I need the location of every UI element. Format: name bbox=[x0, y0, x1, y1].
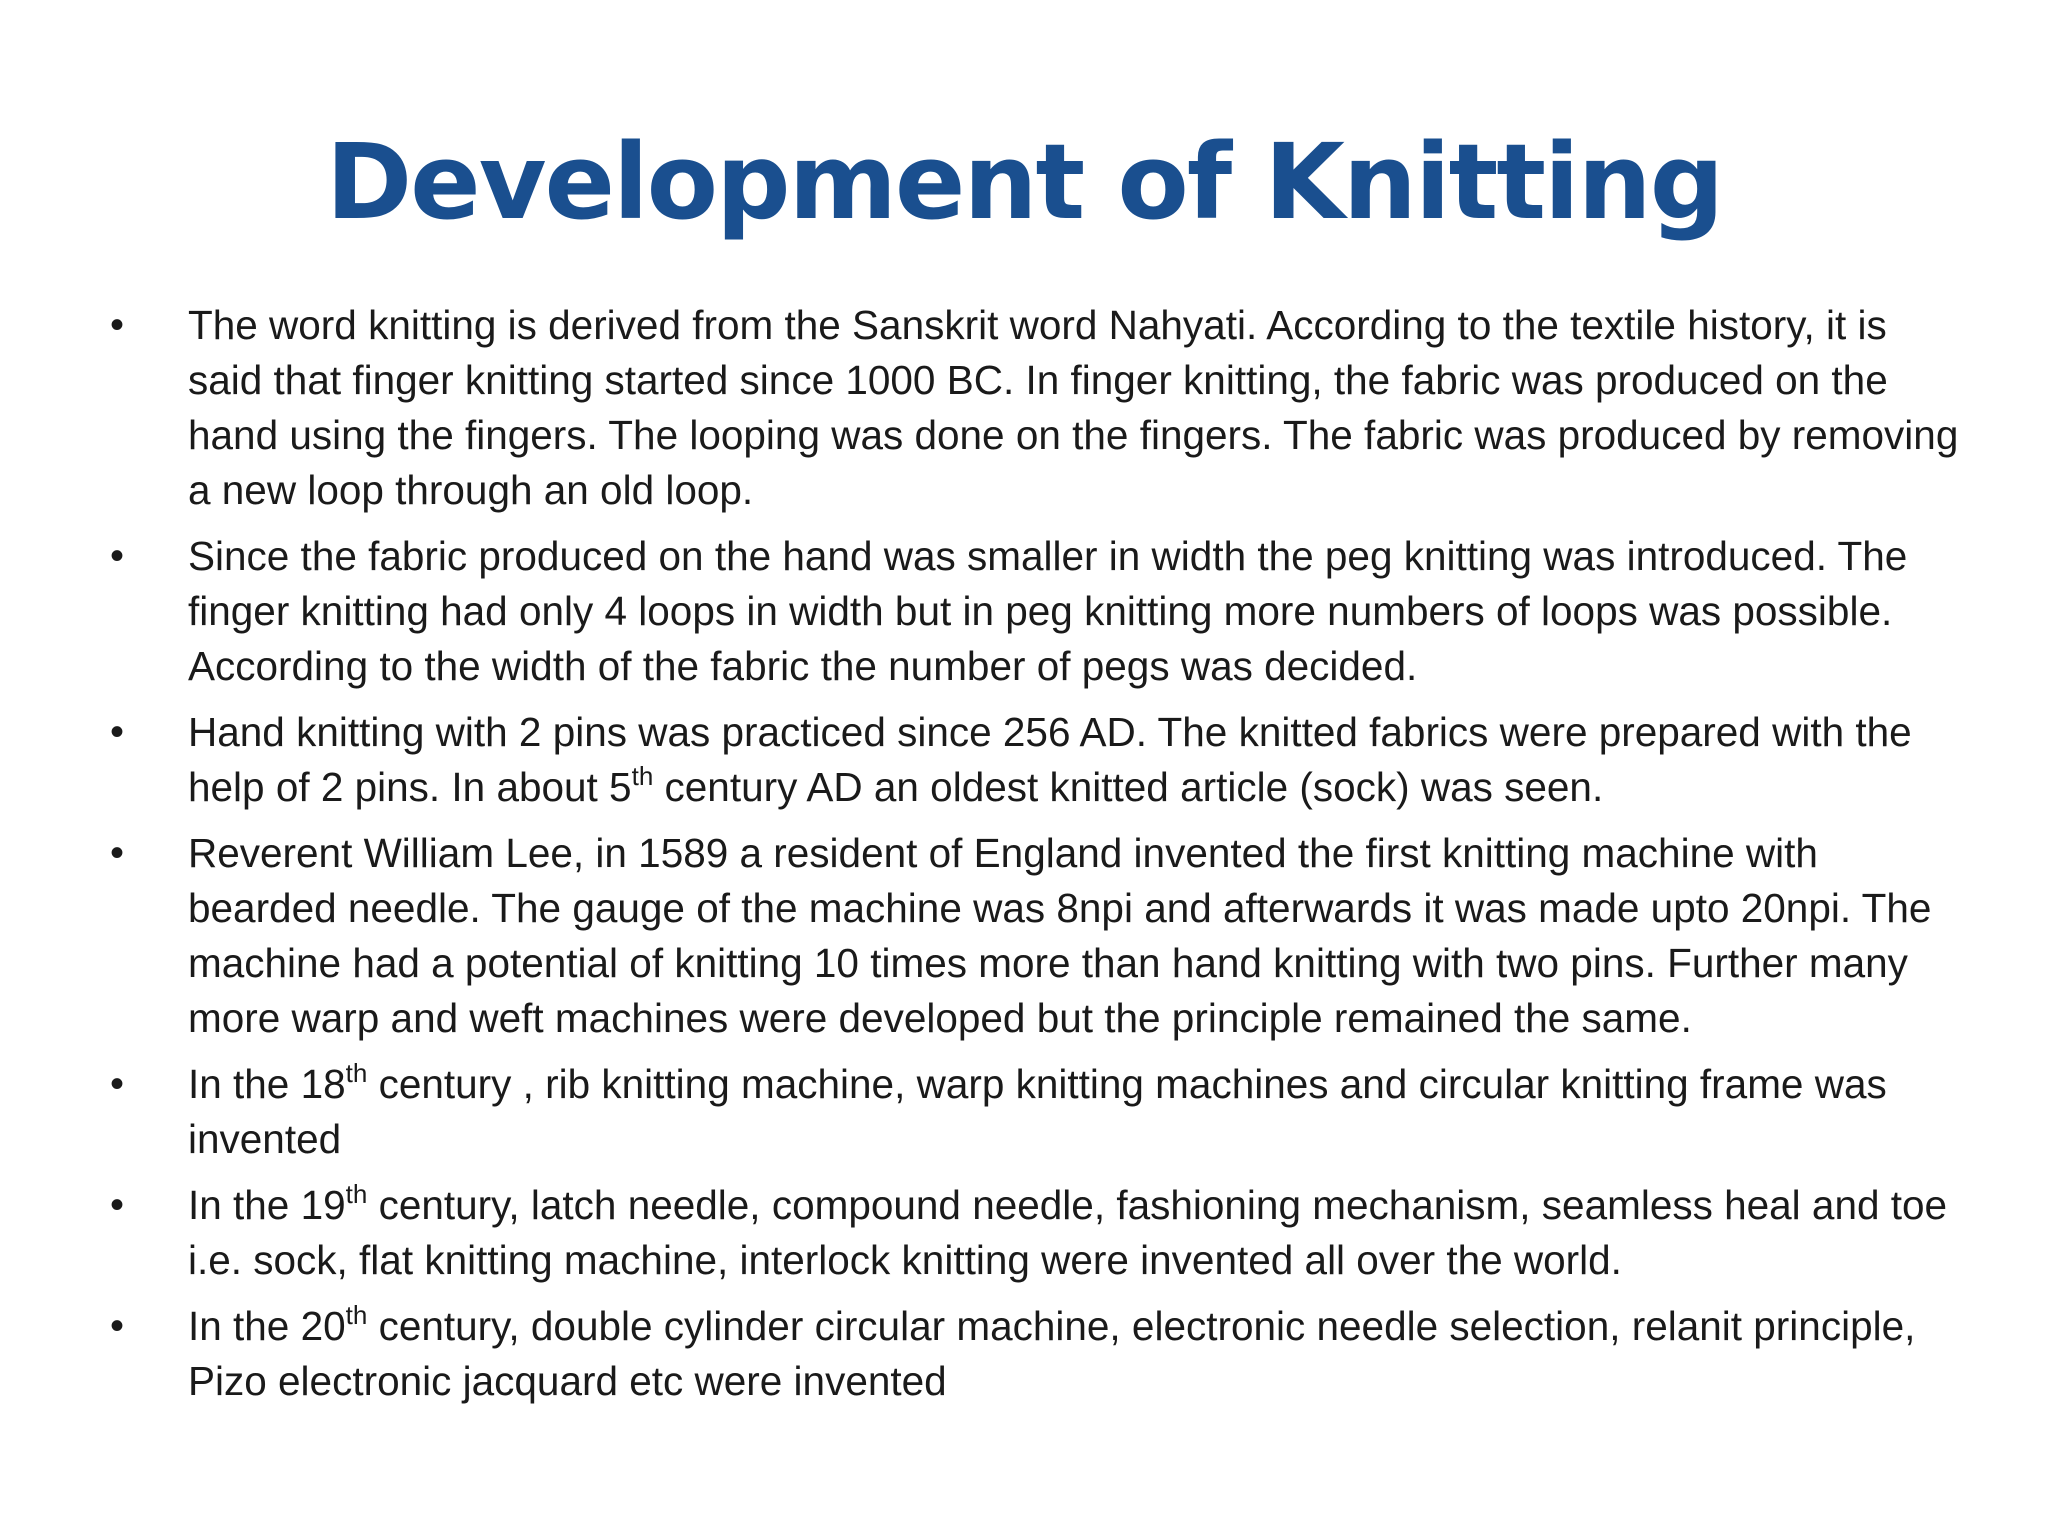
superscript: th bbox=[631, 760, 654, 791]
bullet-icon: • bbox=[110, 534, 125, 578]
bullet-icon: • bbox=[110, 1062, 125, 1106]
bullet-item bbox=[0, 1299, 2048, 1409]
bullet-icon: • bbox=[110, 303, 125, 347]
bullet-text: In the 20th century, double cylinder circular machine, electronic needle selection, relanit principle, Pizo electronic jacquard etc were invented bbox=[188, 1299, 1916, 1404]
bullet-text: Reverent William Lee, in 1589 a resident of England invented the first knitting machine with bearded needle. The gauge of the machine was 8npi and afterwards it was made upto 20npi. The machine had a potential of knitting 10 times more than hand knitting with two pins. Further many more warp and weft machines were developed but the principle remained the same. bbox=[188, 830, 1932, 1041]
bullet-icon: • bbox=[110, 1183, 125, 1227]
superscript: th bbox=[345, 1057, 368, 1088]
bullet-item bbox=[0, 1057, 2048, 1167]
bullet-icon: • bbox=[110, 710, 125, 754]
superscript: th bbox=[345, 1299, 368, 1330]
bullet-item bbox=[0, 826, 2048, 1046]
superscript: th bbox=[345, 1178, 368, 1209]
bullet-icon: • bbox=[110, 831, 125, 875]
bullet-list bbox=[0, 298, 2048, 1420]
bullet-item bbox=[0, 705, 2048, 815]
bullet-item bbox=[0, 298, 2048, 518]
bullet-item bbox=[0, 1178, 2048, 1288]
bullet-text: Since the fabric produced on the hand was smaller in width the peg knitting was introduced. The finger knitting had only 4 loops in width but in peg knitting more numbers of loops was possible. According to the width of the fabric the number of pegs was decided. bbox=[188, 533, 1908, 689]
bullet-text: In the 18th century , rib knitting machine, warp knitting machines and circular knitting frame was invented bbox=[188, 1057, 1887, 1162]
bullet-icon: • bbox=[110, 1304, 125, 1348]
bullet-item bbox=[0, 529, 2048, 694]
slide-title: Development of Knitting bbox=[325, 121, 1723, 243]
bullet-text: The word knitting is derived from the Sanskrit word Nahyati. According to the textile history, it is said that finger knitting started since 1000 BC. In finger knitting, the fabric was produced on the hand using the fingers. The looping was done on the fingers. The fabric was produced by removing a new loop through an old loop. bbox=[188, 302, 1959, 513]
bullet-text: In the 19th century, latch needle, compound needle, fashioning mechanism, seamless heal and toe i.e. sock, flat knitting machine, interlock knitting were invented all over the world. bbox=[188, 1178, 1948, 1283]
bullet-text: Hand knitting with 2 pins was practiced since 256 AD. The knitted fabrics were prepared with the help of 2 pins. In about 5th century AD an oldest knitted article (sock) was seen. bbox=[188, 709, 1912, 810]
